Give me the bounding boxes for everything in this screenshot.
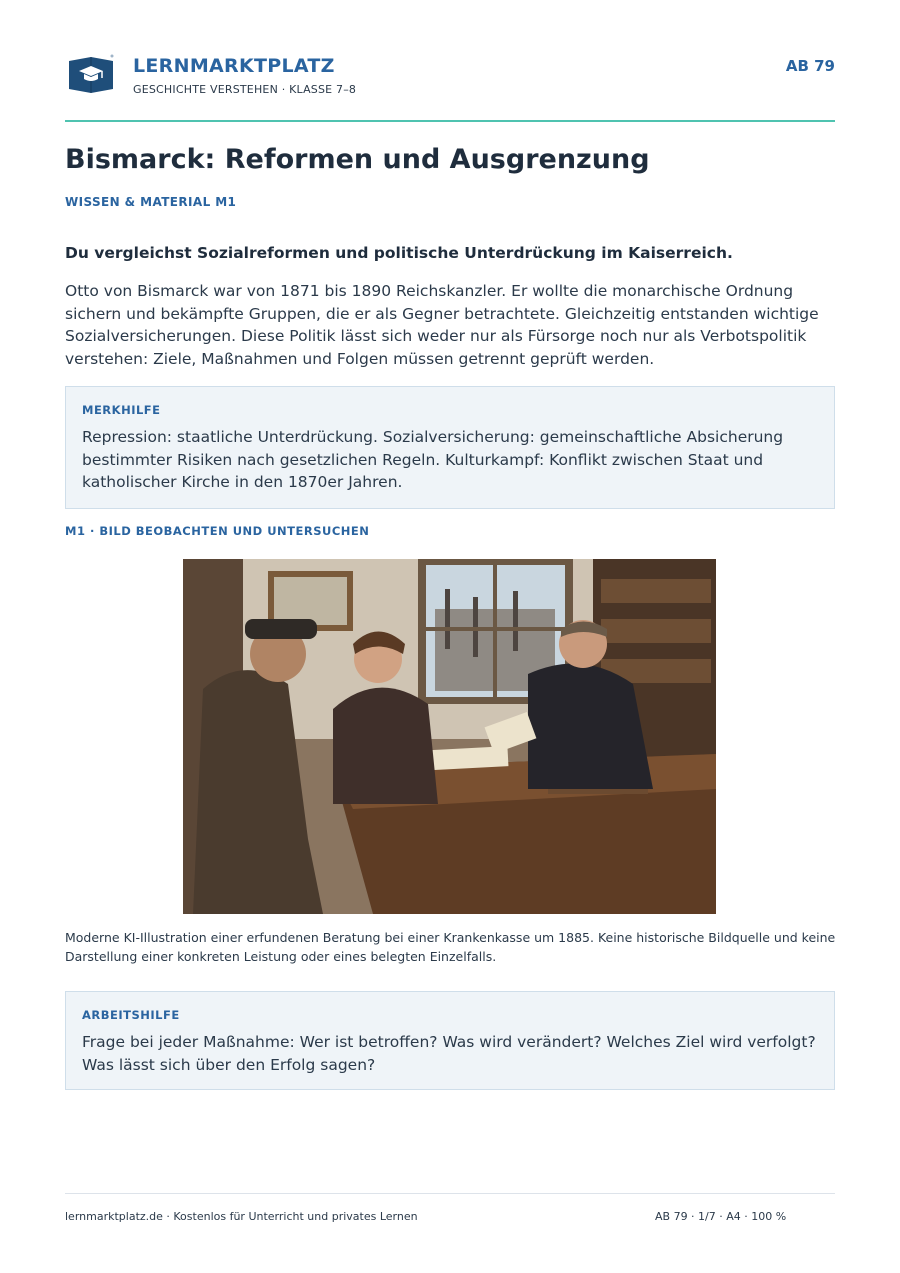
footer-divider [65,1193,835,1194]
m1-illustration [183,559,716,914]
sheet-id: AB 79 [785,57,835,75]
brand-subtitle: GESCHICHTE VERSTEHEN · KLASSE 7–8 [133,83,357,96]
lead-statement: Du vergleichst Sozialreformen und politische Unterdrückung im Kaiserreich. [65,244,733,262]
illustration-scene [183,559,716,914]
merkhilfe-text: Repression: staatliche Unterdrückung. Sozialversicherung: gemeinschaftliche Absicherung bestimmter Risiken nach gesetzlichen Regeln. Kulturkampf: Konflikt zwischen Staat und katholischer Kirche in den 1870er Jahren. [82,428,784,492]
image-caption: Moderne KI-Illustration einer erfundenen Beratung bei einer Krankenkasse um 1885. Keine historische Bildquelle und keine Darstellung einer konkreten Leistung oder eines belegten Einzelfalls. [65,930,836,964]
m1-heading: M1 · BILD BEOBACHTEN UND UNTERSUCHEN [65,524,370,538]
merkhilfe-label: MERKHILFE [82,403,161,417]
arbeitshilfe-label: ARBEITSHILFE [82,1008,180,1022]
page-header [65,50,835,100]
intro-paragraph: Otto von Bismarck war von 1871 bis 1890 Reichskanzler. Er wollte die monarchische Ordnung sichern und bekämpfte Gruppen, die er als Gegner betrachtete. Gleichzeitig entstanden wichtige Sozialversicherungen. Diese Politik lässt sich weder nur als Fürsorge noch nur als Verbotspolitik verstehen: Ziele, Maßnahmen und Folgen müssen getrennt geprüft werden. [65,282,819,368]
brand-name: LERNMARKTPLATZ [133,55,335,77]
footer-site: lernmarktplatz.de · Kostenlos für Unterricht und privates Lernen [65,1210,418,1223]
header-divider [65,120,835,122]
merkhilfe-box [65,386,835,509]
arbeitshilfe-box [65,991,835,1090]
section-kicker: WISSEN & MATERIAL M1 [65,195,237,209]
graduation-cap-logo-icon [68,53,114,95]
arbeitshilfe-text: Frage bei jeder Maßnahme: Wer ist betroffen? Was wird verändert? Welches Ziel wird verfolgt? Was lässt sich über den Erfolg sagen? [82,1033,816,1074]
footer-page-info: AB 79 · 1/7 · A4 · 100 % [655,1210,787,1223]
page-title: Bismarck: Reformen und Ausgrenzung [65,144,650,175]
